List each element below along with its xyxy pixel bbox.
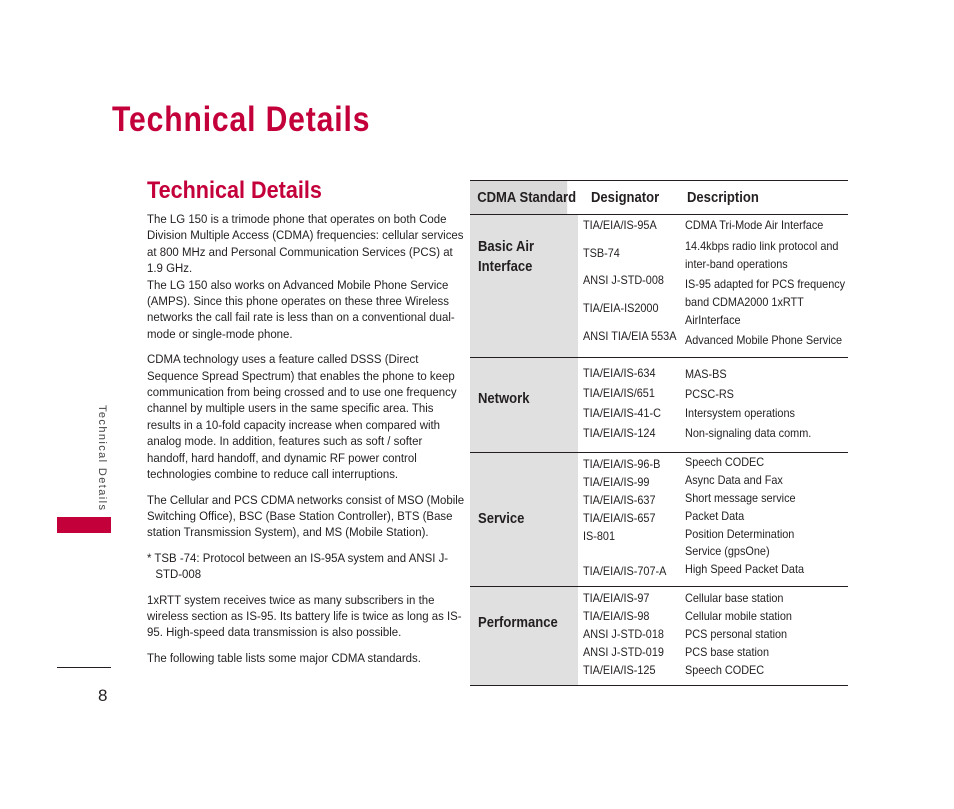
body-text-column xyxy=(147,211,465,666)
description-cell: AirInterface xyxy=(685,314,741,327)
designator-cell: TIA/EIA/IS-125 xyxy=(583,664,656,677)
designator-cell: TIA/EIA/IS-98 xyxy=(583,610,650,623)
designator-cell: TIA/EIA/IS-124 xyxy=(583,427,656,440)
designator-cell: TIA/EIA/IS/651 xyxy=(583,387,655,400)
header-cdma-standard: CDMA Standard xyxy=(470,181,567,214)
designator-cell: ANSI J-STD-019 xyxy=(583,646,664,659)
row-category: Performance xyxy=(478,615,558,631)
description-cell: Position Determination xyxy=(685,528,795,541)
page-number: 8 xyxy=(98,686,108,705)
description-cell: Intersystem operations xyxy=(685,407,795,420)
description-cell: Non-signaling data comm. xyxy=(685,427,812,440)
header-designator: Designator xyxy=(591,190,660,206)
designator-cell: TIA/EIA/IS-99 xyxy=(583,476,650,489)
designator-cell: TIA/EIA/IS-97 xyxy=(583,592,650,605)
designator-cell: ANSI J-STD-008 xyxy=(583,274,664,287)
row-category: Service xyxy=(478,511,525,527)
description-cell: PCSC-RS xyxy=(685,388,734,401)
description-cell: PCS personal station xyxy=(685,628,788,641)
description-cell: High Speed Packet Data xyxy=(685,563,805,576)
cdma-standards-table xyxy=(470,180,848,686)
description-cell: Async Data and Fax xyxy=(685,474,783,487)
designator-cell: TIA/EIA-IS2000 xyxy=(583,302,659,315)
table-row xyxy=(470,453,848,587)
side-section-label: Technical Details xyxy=(96,405,108,512)
description-cell: Speech CODEC xyxy=(685,456,765,469)
paragraph-amps: The LG 150 also works on Advanced Mobile Phone Service (AMPS). Since this phone operates on these three Wireless networks the call fail rate is less than on a conventional dual-mode or single-mode phone. xyxy=(147,277,455,341)
table-row xyxy=(470,215,848,358)
designator-cell: TIA/EIA/IS-634 xyxy=(583,367,656,380)
designator-cell: TIA/EIA/IS-707-A xyxy=(583,565,667,578)
paragraph-1xrtt: 1xRTT system receives twice as many subscribers in the wireless section as IS-95. Its battery life is twice as long as IS-95. High-speed data transmission is also possible. xyxy=(147,592,462,640)
page-number-rule xyxy=(57,667,111,668)
description-cell: band CDMA2000 1xRTT xyxy=(685,296,804,309)
description-cell: inter-band operations xyxy=(685,258,788,271)
page-title: Technical Details xyxy=(112,100,371,139)
description-cell: Speech CODEC xyxy=(685,664,765,677)
paragraph-networks: The Cellular and PCS CDMA networks consist of MSO (Mobile Switching Office), BSC (Base Station Controller), BTS (Base station Transmission System), and MS (Mobile Station). xyxy=(147,492,465,540)
description-cell: MAS-BS xyxy=(685,368,727,381)
designator-cell: TIA/EIA/IS-41-C xyxy=(583,407,661,420)
paragraph-intro: The LG 150 is a trimode phone that operates on both Code Division Multiple Access (CDMA) frequencies: cellular services at 800 MHz and Personal Communication Services (PCS) at 1.9 GHz. xyxy=(147,212,464,276)
designator-cell: IS-801 xyxy=(583,530,616,543)
designator-cell: ANSI J-STD-018 xyxy=(583,628,664,641)
description-cell: Cellular mobile station xyxy=(685,610,792,623)
description-cell: Service (gpsOne) xyxy=(685,545,770,558)
designator-cell: TIA/EIA/IS-637 xyxy=(583,494,656,507)
description-cell: PCS base station xyxy=(685,646,769,659)
table-header-row xyxy=(470,180,848,215)
paragraph-table-intro: The following table lists some major CDMA standards. xyxy=(147,650,421,665)
description-cell: CDMA Tri-Mode Air Interface xyxy=(685,219,824,232)
designator-cell: TSB-74 xyxy=(583,247,620,260)
description-cell: Cellular base station xyxy=(685,592,784,605)
designator-cell: TIA/EIA/IS-95A xyxy=(583,219,657,232)
description-cell: Short message service xyxy=(685,492,796,505)
description-cell: Packet Data xyxy=(685,510,745,523)
description-cell: 14.4kbps radio link protocol and xyxy=(685,240,839,253)
header-description: Description xyxy=(687,190,759,206)
description-cell: Advanced Mobile Phone Service xyxy=(685,334,843,347)
paragraph-dsss: CDMA technology uses a feature called DSSS (Direct Sequence Spread Spectrum) that enables the phone to keep communication from being crossed and to use one frequency channel by multiple users in the same specific area. This results in a 10-fold capacity increase when compared with analog mode. In addition, features such as soft / softer handoff, hard handoff, and dynamic RF power control technologies combine to reduce call interruptions. xyxy=(147,352,457,482)
description-cell: IS-95 adapted for PCS frequency xyxy=(685,278,846,291)
paragraph-footnote: * TSB -74: Protocol between an IS-95A system and ANSI J-STD-008 xyxy=(147,550,449,582)
designator-cell: TIA/EIA/IS-96-B xyxy=(583,458,661,471)
designator-cell: TIA/EIA/IS-657 xyxy=(583,512,656,525)
side-accent-bar xyxy=(57,517,111,533)
table-row xyxy=(470,358,848,453)
designator-cell: ANSI TIA/EIA 553A xyxy=(583,330,677,343)
row-category: Basic Air Interface xyxy=(478,239,535,275)
section-heading: Technical Details xyxy=(147,177,322,204)
table-row xyxy=(470,587,848,686)
row-category: Network xyxy=(478,391,530,407)
